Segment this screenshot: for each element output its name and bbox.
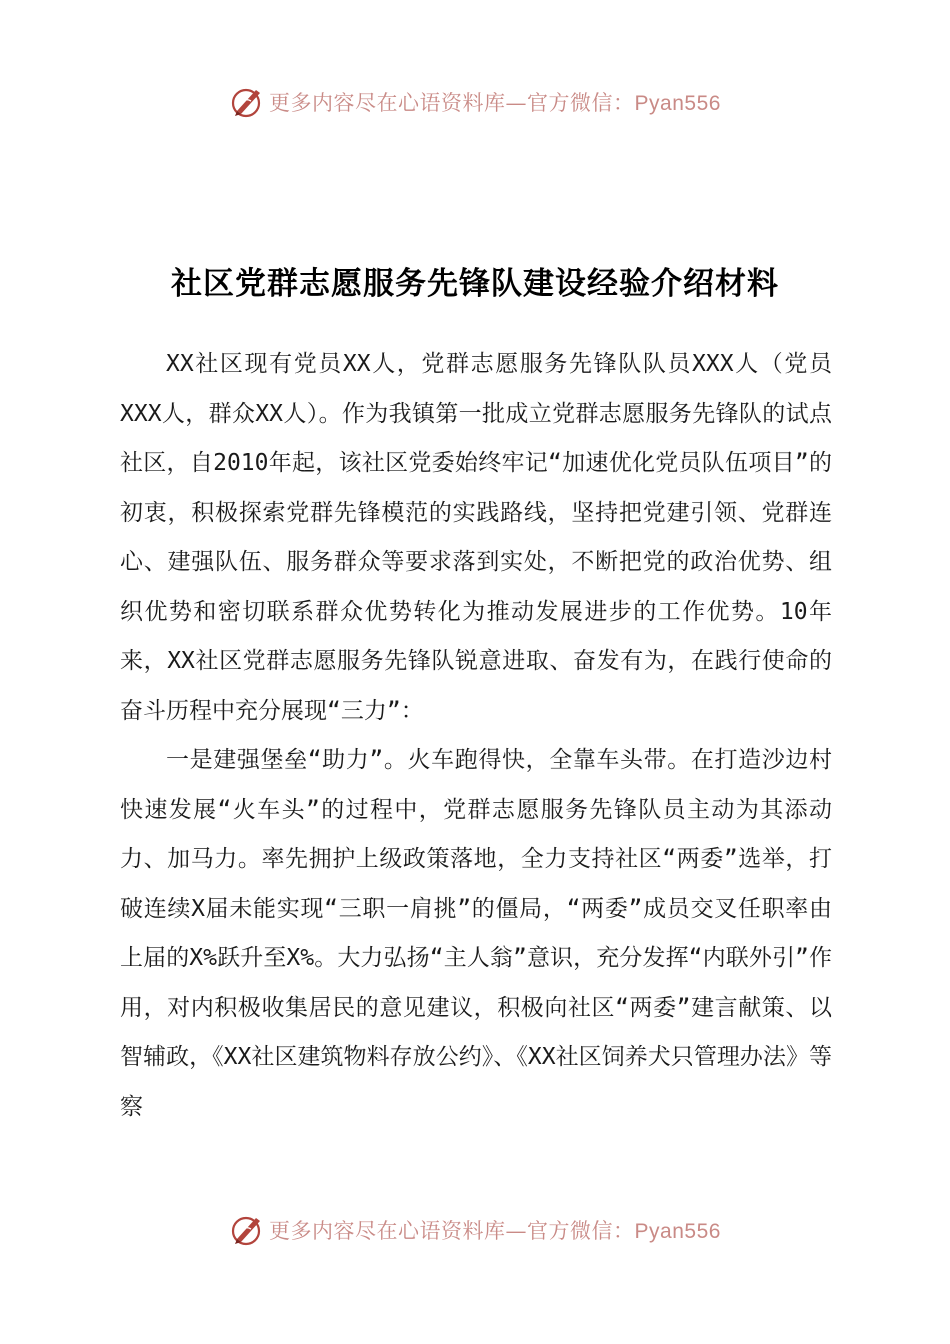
paragraph: 一是建强堡垒“助力”。火车跑得快，全靠车头带。在打造沙边村快速发展“火车头”的过程中，党群志愿服务先锋队员主动为其添动力、加马力。率先拥护上级政策落地，全力支持社区“两委”选举，打破连续X届未能实现“三职一肩挑”的僵局，“两委”成员交叉任职率由上届的X%跃升至X%。大力弘扬“主人翁”意识，充分发挥“内联外引”作用，对内积极收集居民的意见建议，积极向社区“两委”建言献策、以智辅政，《XX社区建筑物料存放公约》、《XX社区饲养犬只管理办法》等察 <box>120 747 832 1120</box>
paragraph: XX社区现有党员XX人，党群志愿服务先锋队队员XXX人（党员XXX人，群众XX人）。作为我镇第一批成立党群志愿服务先锋队的试点社区，自2010年起，该社区党委始终牢记“加速优化党员队伍项目”的初衷，积极探索党群先锋模范的实践路线，坚持把党建引领、党群连心、建强队伍、服务群众等要求落到实处，不断把党的政治优势、组织优势和密切联系群众优势转化为推动发展进步的工作优势。10年来，XX社区党群志愿服务先锋队锐意进取、奋发有为，在践行使命的奋斗历程中充分展现“三力”： <box>120 351 832 724</box>
document-body <box>120 340 832 1132</box>
watermark-dash: — <box>505 1219 528 1243</box>
watermark-wechat-id: Pyan556 <box>634 92 721 115</box>
watermark-text: 更多内容尽在心语资料库 <box>269 1219 506 1243</box>
watermark-label: 官方微信： <box>527 91 635 115</box>
document-title: 社区党群志愿服务先锋队建设经验介绍材料 <box>171 266 779 302</box>
watermark-dash: — <box>505 91 528 115</box>
header-watermark <box>0 80 950 124</box>
pen-logo-icon <box>229 84 265 120</box>
watermark-text: 更多内容尽在心语资料库 <box>269 91 506 115</box>
watermark-wechat-id: Pyan556 <box>634 1220 721 1243</box>
watermark-label: 官方微信： <box>527 1219 635 1243</box>
pen-logo-icon <box>229 1212 265 1248</box>
footer-watermark <box>0 1208 950 1252</box>
